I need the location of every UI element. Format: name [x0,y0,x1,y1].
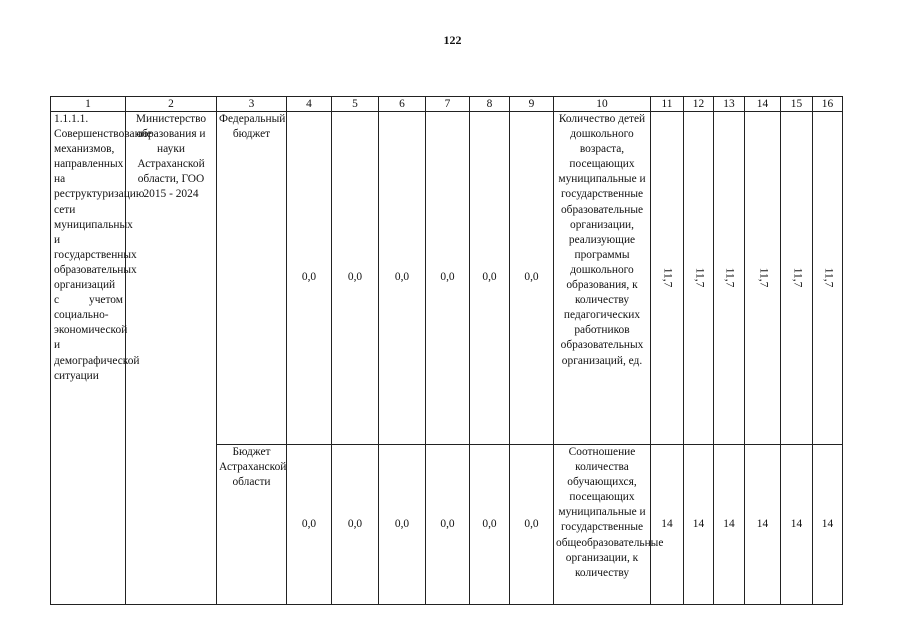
target-cell: 14 [745,445,781,605]
program-table [50,96,843,605]
value-cell: 0,0 [510,112,554,445]
header-cell: 12 [684,97,714,112]
value-cell: 0,0 [332,112,379,445]
value-cell: 0,0 [287,445,332,605]
value-cell: 0,0 [379,112,426,445]
header-cell: 1 [51,97,126,112]
target-cell: 14 [813,445,843,605]
target-value: 11,7 [791,268,804,288]
target-cell: 14 [684,445,714,605]
page-number: 122 [443,33,462,47]
executor-cell: Министерство образования и науки Астраханской области, ГОО 2015 - 2024 [126,112,217,605]
header-cell: 4 [287,97,332,112]
target-cell: 14 [781,445,813,605]
header-cell: 10 [554,97,651,112]
target-cell: 14 [651,445,684,605]
header-cell: 5 [332,97,379,112]
measure-name-cell: 1.1.1.1. Совершенствование механизмов, направленных на реструктуризацию сети муниципальных и государственных образовательных организаций с учетом социально-экономической и демографической ситуации [51,112,126,605]
table-row [51,112,843,445]
funding-source-cell: Федеральный бюджет [217,112,287,445]
value-cell: 0,0 [426,445,470,605]
header-cell: 15 [781,97,813,112]
value-cell: 0,0 [426,112,470,445]
header-cell: 9 [510,97,554,112]
target-value: 11,7 [693,268,706,288]
target-cell [651,112,684,445]
indicator-cell: Соотношение количества обучающихся, посещающих муниципальные и государственные общеобразовательные организации, к количеству [554,445,651,605]
header-cell: 16 [813,97,843,112]
header-cell: 3 [217,97,287,112]
header-row [51,97,843,112]
header-cell: 11 [651,97,684,112]
header-cell: 14 [745,97,781,112]
funding-source-cell: Бюджет Астраханской области [217,445,287,605]
value-cell: 0,0 [470,112,510,445]
target-value: 11,7 [723,268,736,288]
value-cell: 0,0 [332,445,379,605]
value-cell: 0,0 [510,445,554,605]
header-cell: 6 [379,97,426,112]
value-cell: 0,0 [287,112,332,445]
target-value: 11,7 [822,268,835,288]
target-cell [745,112,781,445]
target-value: 11,7 [757,268,770,288]
target-cell [781,112,813,445]
header-cell: 2 [126,97,217,112]
target-cell: 14 [714,445,745,605]
indicator-cell: Количество детей дошкольного возраста, посещающих муниципальные и государственные образовательные организации, реализующие программы дошкольного образования, к количеству педагогических работников образовательных организаций, ед. [554,112,651,445]
value-cell: 0,0 [379,445,426,605]
header-cell: 13 [714,97,745,112]
target-cell [813,112,843,445]
target-cell [684,112,714,445]
target-value: 11,7 [661,268,674,288]
header-cell: 8 [470,97,510,112]
target-cell [714,112,745,445]
value-cell: 0,0 [470,445,510,605]
header-cell: 7 [426,97,470,112]
